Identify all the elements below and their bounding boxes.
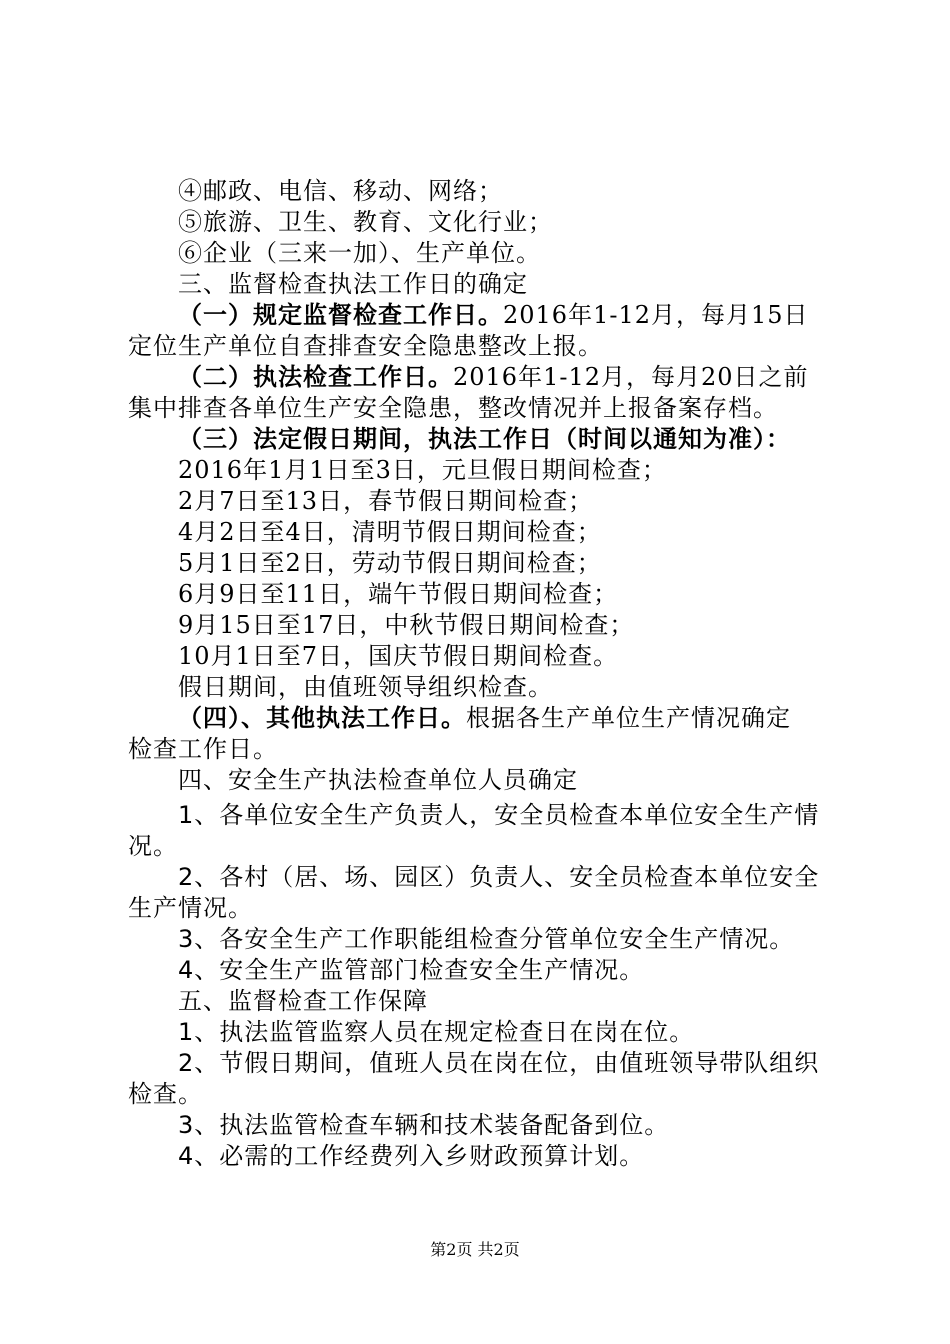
item-4-2: 2、各村（居、场、园区）负责人、安全员检查本单位安全 — [178, 863, 820, 891]
paragraph-1-text: 2016年1-12月，每月15日 — [503, 301, 809, 329]
item-4-1: 1、各单位安全生产负责人，安全员检查本单位安全生产情 — [178, 801, 820, 829]
paragraph-3-heading: （三）法定假日期间，执法工作日（时间以通知为准）： — [178, 425, 791, 453]
list-item-enterprise: ⑥企业（三来一加）、生产单位。 — [178, 239, 541, 267]
section-heading-5: 五、监督检查工作保障 — [178, 987, 428, 1015]
item-5-3: 3、执法监管检查车辆和技术装备配备到位。 — [178, 1111, 670, 1139]
item-5-2: 2、节假日期间，值班人员在岗在位，由值班领导带队组织 — [178, 1049, 820, 1077]
paragraph-4-heading: （四）、其他执法工作日。 — [178, 704, 466, 732]
paragraph-2-heading: （二）执法检查工作日。 — [178, 363, 453, 391]
paragraph-1 — [0, 300, 950, 330]
paragraph-2-continued: 集中排查各单位生产安全隐患，整改情况并上报备案存档。 — [128, 394, 778, 422]
paragraph-1-continued: 定位生产单位自查排查安全隐患整改上报。 — [128, 332, 603, 360]
section-heading-3: 三、监督检查执法工作日的确定 — [178, 270, 528, 298]
holiday-note: 假日期间，由值班领导组织检查。 — [178, 673, 553, 701]
item-4-4: 4、安全生产监管部门检查安全生产情况。 — [178, 956, 645, 984]
holiday-spring-festival: 2月7日至13日，春节假日期间检查； — [178, 487, 594, 515]
holiday-new-year: 2016年1月1日至3日，元旦假日期间检查； — [178, 456, 667, 484]
paragraph-1-heading: （一）规定监督检查工作日。 — [178, 301, 503, 329]
holiday-national-day: 10月1日至7日，国庆节假日期间检查。 — [178, 642, 619, 670]
holiday-qingming: 4月2日至4日，清明节假日期间检查； — [178, 518, 602, 546]
page-footer: 第2页 共2页 — [430, 1240, 520, 1259]
paragraph-2 — [0, 362, 950, 392]
holiday-dragon-boat: 6月9日至11日，端午节假日期间检查； — [178, 580, 619, 608]
item-4-1-continued: 况。 — [128, 832, 178, 860]
holiday-labor-day: 5月1日至2日，劳动节假日期间检查； — [178, 549, 602, 577]
item-4-2-continued: 生产情况。 — [128, 894, 253, 922]
paragraph-4 — [0, 703, 950, 733]
list-item-tourism-health: ⑤旅游、卫生、教育、文化行业； — [178, 208, 553, 236]
item-5-1: 1、执法监管监察人员在规定检查日在岗在位。 — [178, 1018, 695, 1046]
paragraph-4-continued: 检查工作日。 — [128, 735, 278, 763]
paragraph-2-text: 2016年1-12月，每月20日之前 — [453, 363, 809, 391]
item-5-4: 4、必需的工作经费列入乡财政预算计划。 — [178, 1142, 645, 1170]
item-5-2-continued: 检查。 — [128, 1080, 203, 1108]
list-item-post-telecom: ④邮政、电信、移动、网络； — [178, 177, 503, 205]
section-heading-4: 四、安全生产执法检查单位人员确定 — [178, 766, 578, 794]
item-4-3: 3、各安全生产工作职能组检查分管单位安全生产情况。 — [178, 925, 795, 953]
paragraph-4-text: 根据各生产单位生产情况确定 — [466, 704, 791, 732]
holiday-mid-autumn: 9月15日至17日，中秋节假日期间检查； — [178, 611, 635, 639]
